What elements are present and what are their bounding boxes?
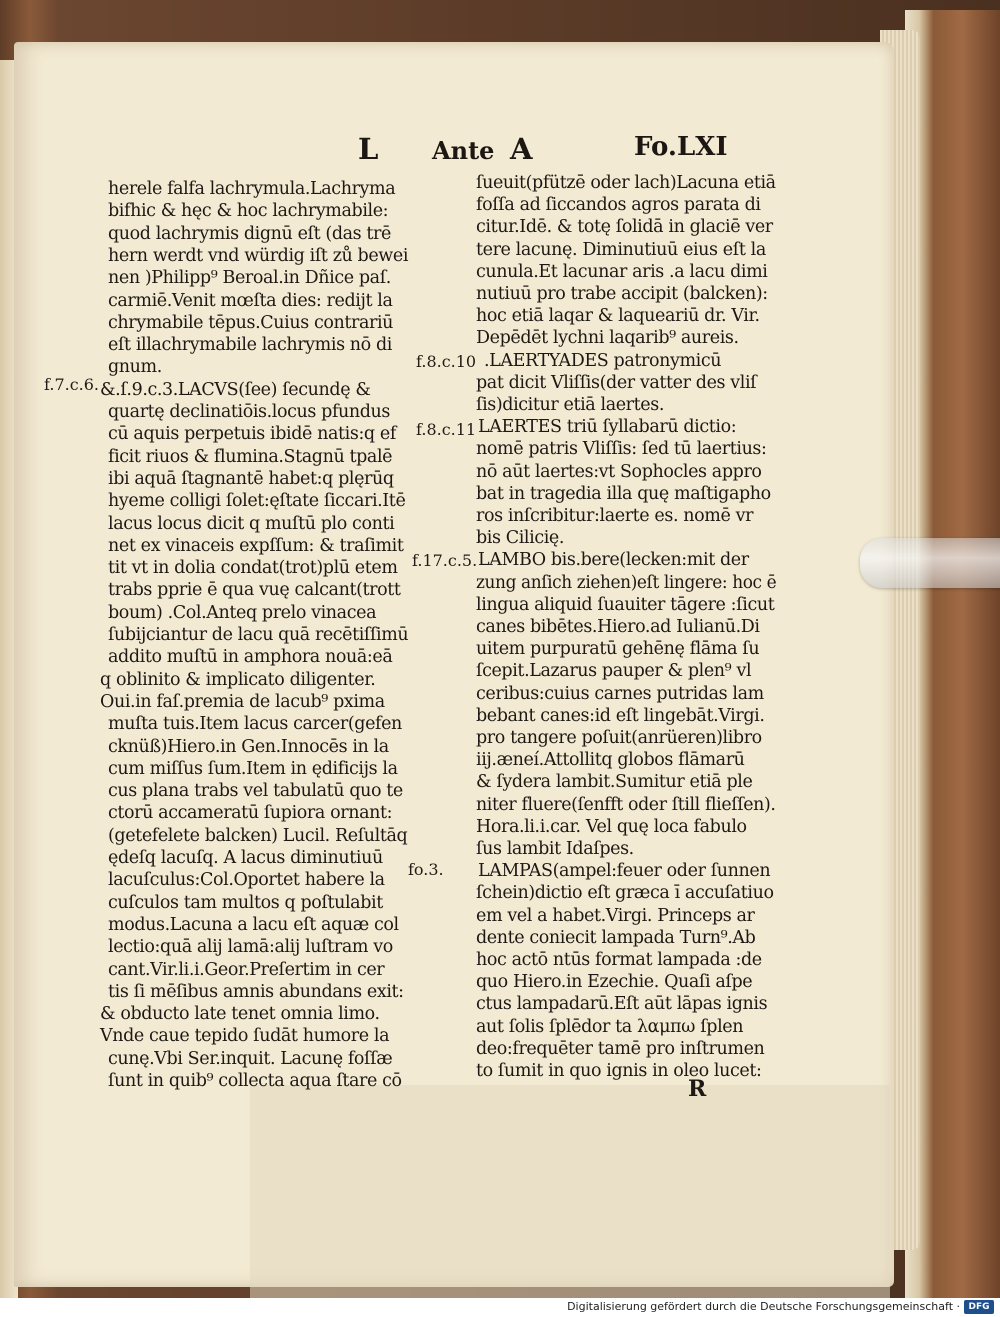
text-line: ſchein)dictio eſt græca ī accuſatiuo — [476, 883, 774, 904]
text-line: zung anſich ziehen)eſt lingere: hoc ē — [476, 572, 777, 593]
header-right-letter: A — [510, 132, 533, 166]
text-line: Depēdēt lychni laqarib⁹ aureis. — [476, 328, 739, 349]
text-line: niter fluere(ſenfft oder ſtill flieſſen). — [476, 794, 776, 815]
text-line: em vel a habet.Virgi. Princeps ar — [476, 905, 755, 926]
text-line: lingua aliquid ſuauiter tāgere :ſicut — [476, 594, 775, 615]
text-line: q oblinito & implicato diligenter. — [100, 669, 376, 690]
text-line: dente coniecit lampada Turn⁹.Ab — [476, 927, 756, 948]
margin-note-lacus: f.7.c.6. — [44, 375, 100, 394]
text-line: ctus lampadarū.Eſt aūt lāpas ignis — [476, 994, 768, 1015]
text-line: .LAERTYADES patronymicū — [484, 350, 722, 371]
text-line: eſt illachrymabile lachrymis nō di — [108, 335, 392, 356]
text-line: ſubijciantur de lacu quā recētiſſimū — [108, 625, 409, 645]
text-line: nutiuū pro trabe accipit (balcken): — [476, 284, 768, 304]
text-line: ſis)dicitur etiā laertes. — [476, 395, 664, 415]
text-line: tis ſi mēſibus amnis abundans exit: — [108, 981, 404, 1002]
text-line: Vnde caue tepido ſudāt humore la — [100, 1026, 390, 1047]
text-line: ſus lambit Idaſpes. — [476, 839, 634, 859]
text-line: cus plana trabs vel tabulatū quo te — [108, 781, 403, 802]
dfg-logo: DFG — [964, 1300, 994, 1314]
text-line: lacus locus dicit q muſtū plo conti — [108, 513, 395, 534]
text-line: nomē patris Vliſſis: ſed tū laertius: — [476, 439, 767, 460]
text-line: lacuſculus:Col.Oportet habere la — [108, 870, 385, 891]
text-line: LAMBO bis.bere(lecken:mit der — [478, 550, 749, 571]
text-line: carmiē.Venit mœſta dies: redijt la — [108, 290, 393, 311]
text-line: pat dicit Vliſſis(der vatter des vliſ — [476, 372, 757, 393]
margin-note-laertyades: f.8.c.10 — [416, 352, 477, 371]
text-line: to ſumit in quo ignis in oleo lucet: — [476, 1061, 762, 1081]
text-line: trabs pprie ē qua vuę calcant(trott — [108, 580, 401, 601]
text-line: bis Cilicię. — [476, 528, 565, 549]
text-line: net ex vinaceis expſſum: & traſimit — [108, 535, 404, 556]
text-line: bat in tragedia illa quę maſtigapho — [476, 483, 771, 504]
text-line: cant.Vir.li.i.Geor.Preſertim in cer — [108, 959, 385, 980]
text-line: uitem purpuratū gehēnę flāma ſu — [476, 639, 760, 660]
text-line: ctorū accameratū ſupiora ornant: — [108, 803, 393, 824]
header-left-letter: L — [358, 132, 379, 166]
folio-number: Fo.LXI — [634, 132, 728, 162]
footer-credit: Digitalisierung gefördert durch die Deutsche Forschungsgemeinschaft · — [567, 1300, 960, 1313]
text-line: chrymabile tēpus.Cuius contrariū — [108, 312, 394, 333]
text-line: cunula.Et lacunar aris .a lacu dimi — [476, 261, 768, 282]
text-line: quo Hiero.in Ezechie. Quaſi aſpe — [476, 972, 753, 993]
text-line: ficit riuos & flumina.Stagnū tpalē — [108, 446, 393, 467]
text-line: deo:frequēter tamē pro inſtrumen — [476, 1038, 765, 1059]
text-line: hoc etiā laqar & laqueariū dr. Vir. — [476, 306, 760, 327]
footer-bar — [0, 1298, 1000, 1317]
margin-note-lampas: fo.3. — [408, 860, 444, 879]
text-line: cunę.Vbi Ser.inquit. Lacunę foſſæ — [108, 1048, 393, 1069]
text-line: quod lachrymis dignū eſt (das trē — [108, 223, 391, 244]
margin-note-laertes: f.8.c.11 — [416, 420, 477, 439]
text-line: ędeſq lacuſq. A lacus diminutiuū — [108, 848, 383, 868]
text-line: tit vt in dolia condat(trot)plū etem — [108, 558, 398, 579]
text-line: Hora.li.i.car. Vel quę loca fabulo — [476, 816, 747, 837]
text-line: citur.Idē. & totę ſolidā in glaciē ver — [476, 217, 773, 238]
text-line: ros inſcribitur:laerte es. nomē vr — [476, 506, 754, 526]
text-line: cū aquis perpetuis ibidē natis:q ef — [108, 424, 396, 445]
text-line: aut ſolis ſplēdor ta λαμπω ſplen — [476, 1016, 744, 1037]
text-line: ceribus:cuius carnes putridas lam — [476, 683, 764, 704]
text-line: hern werdt vnd würdig iſt zů bewei — [108, 245, 409, 266]
text-line: modus.Lacuna a lacu eſt aquæ col — [108, 914, 399, 935]
text-line: cum miſſus ſum.Item in ędificijs la — [108, 758, 398, 779]
text-line: addito muſtū in amphora nouā:eā — [108, 647, 393, 668]
text-line: canes bibētes.Hiero.ad Iulianū.Di — [476, 617, 760, 637]
text-line: ſueuit(pfützē oder lach)Lacuna etiā — [476, 173, 776, 193]
text-line: bifhic & hęc & hoc lachrymabile: — [108, 201, 389, 222]
margin-note-lambo: f.17.c.5. — [412, 551, 478, 570]
text-line: pro tangere poſuit(anrüeren)libro — [476, 728, 762, 748]
text-line: Oui.in faſ.premia de lacub⁹ pxima — [100, 691, 385, 712]
page-clip — [860, 538, 1000, 588]
text-line: nō aūt laertes:vt Sophocles appro — [476, 461, 762, 482]
text-line: boum) .Col.Anteq prelo vinacea — [108, 602, 377, 623]
text-line: ſcepit.Lazarus pauper & plen⁹ vl — [476, 661, 752, 682]
text-line: ſunt in quib⁹ collecta aqua ſtare cō — [108, 1071, 402, 1091]
text-line: hoc actō ntūs format lampada :de — [476, 950, 762, 970]
text-line: muſta tuis.Item lacus carcer(gefen — [108, 714, 402, 735]
text-line: lectio:quā alij lamā:alij luſtram vo — [108, 937, 393, 958]
text-line: LAMPAS(ampel:feuer oder ſunnen — [478, 861, 771, 882]
text-line: hyeme colligi ſolet:ęſtate ſiccari.Itē — [108, 491, 406, 512]
signature-mark: R — [688, 1076, 707, 1102]
text-line: nen )Philipp⁹ Beroal.in Dñice paſ. — [108, 268, 391, 289]
text-line: gnum. — [108, 357, 162, 378]
text-line: ibi aquā ſtagnantē habet:q plęrūq — [108, 468, 394, 489]
text-line: cuſculos tam multos q poſtulabit — [108, 892, 383, 913]
text-line: bebant canes:id eſt lingebāt.Virgi. — [476, 705, 765, 726]
text-line: foſſa ad ſiccandos agros parata di — [476, 195, 761, 216]
text-line: & ſydera lambit.Sumitur etiā ple — [476, 772, 753, 793]
text-line: quartę declinatiōis.locus pfundus — [108, 402, 391, 422]
text-line: (getefelete balcken) Lucil. Reſultāq — [108, 825, 408, 846]
text-line: iij.æneí.Attollitq globos flāmarū — [476, 750, 745, 771]
text-line: LAERTES triū ſyllabarū dictio: — [478, 417, 737, 438]
text-line: &.ſ.9.c.3.LACVS(ſee) ſecundę & — [100, 379, 371, 400]
paper-stain — [250, 1085, 890, 1298]
running-header — [0, 132, 1000, 172]
text-line: herele falfa lachrymula.Lachryma — [108, 179, 396, 199]
header-center-word: Ante — [432, 136, 495, 165]
text-line: cknüß)Hiero.in Gen.Innocēs in la — [108, 736, 389, 757]
text-line: & obducto late tenet omnia limo. — [100, 1004, 380, 1025]
text-line: tere lacunę. Diminutiuū eius eſt la — [476, 239, 766, 260]
